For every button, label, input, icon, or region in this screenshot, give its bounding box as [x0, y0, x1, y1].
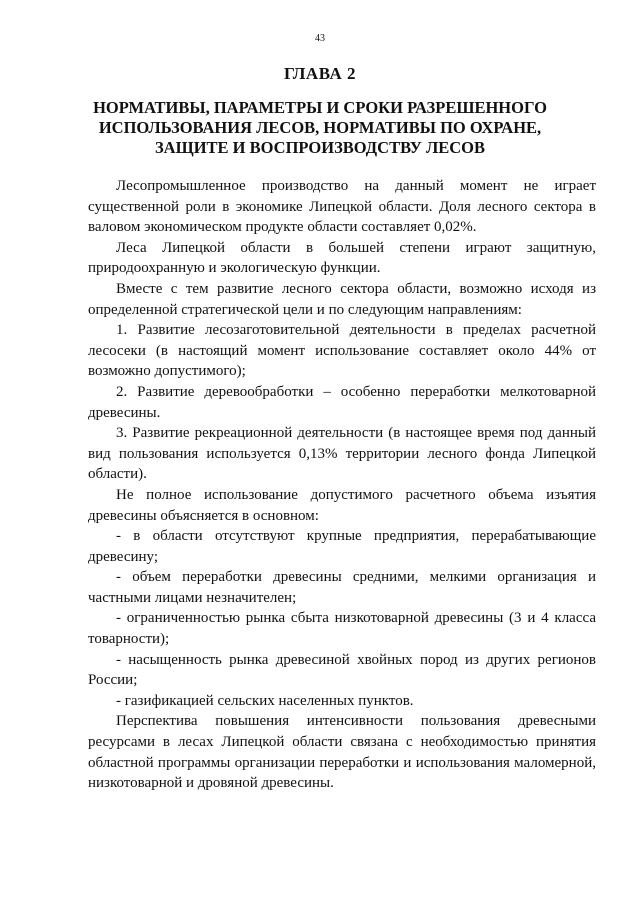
list-item: 2. Развитие деревообработки – особенно переработки мелкотоварной древесины.: [88, 383, 596, 421]
paragraph: Леса Липецкой области в большей степени играют защитную, природоохранную и экологическую функции.: [88, 239, 596, 277]
paragraph: Перспектива повышения интенсивности пользования древесными ресурсами в лесах Липецкой области связана с необходимостью принятия областной программы организации переработки и использования маломерной, низкотоварной и дровяной древесины.: [88, 713, 596, 792]
chapter-title-line: ЗАЩИТЕ И ВОСПРОИЗВОДСТВУ ЛЕСОВ: [154, 138, 486, 157]
list-item: - объем переработки древесины средними, мелкими организация и частными лицами незначителен;: [88, 569, 596, 606]
list-item: - в области отсутствуют крупные предприятия, перерабатывающие древесину;: [88, 528, 596, 565]
chapter-title-line: ИСПОЛЬЗОВАНИЯ ЛЕСОВ, НОРМАТИВЫ ПО ОХРАНЕ,: [98, 118, 542, 137]
list-item: - ограниченностью рынка сбыта низкотоварной древесины (3 и 4 класса товарности);: [88, 610, 596, 648]
paragraph: Лесопромышленное производство на данный момент не играет существенной роли в экономике Липецкой области. Доля лесного сектора в валовом экономическом продукте области составляет 0,02%.: [88, 178, 596, 236]
page-number: 43: [315, 33, 325, 44]
list-item: - насыщенность рынка древесиной хвойных пород из других регионов России;: [88, 651, 596, 689]
chapter-heading: ГЛАВА 2: [284, 64, 356, 83]
paragraph: Не полное использование допустимого расчетного объема изъятия древесины объясняется в основном:: [88, 486, 596, 524]
list-item: 3. Развитие рекреационной деятельности (в настоящее время под данный вид пользования используется 0,13% территории лесного фонда Липецкой области).: [88, 425, 596, 483]
body-text: [88, 176, 596, 794]
paragraph: Вместе с тем развитие лесного сектора области, возможно исходя из определенной стратегической цели и по следующим направлениям:: [88, 280, 596, 318]
chapter-title: [80, 98, 560, 158]
list-item: - газификацией сельских населенных пунктов.: [116, 692, 414, 709]
chapter-title-line: НОРМАТИВЫ, ПАРАМЕТРЫ И СРОКИ РАЗРЕШЕННОГО: [93, 98, 547, 117]
list-item: 1. Развитие лесозаготовительной деятельности в пределах расчетной лесосеки (в настоящий момент использование составляет около 44% от возможно допустимого);: [88, 322, 596, 380]
